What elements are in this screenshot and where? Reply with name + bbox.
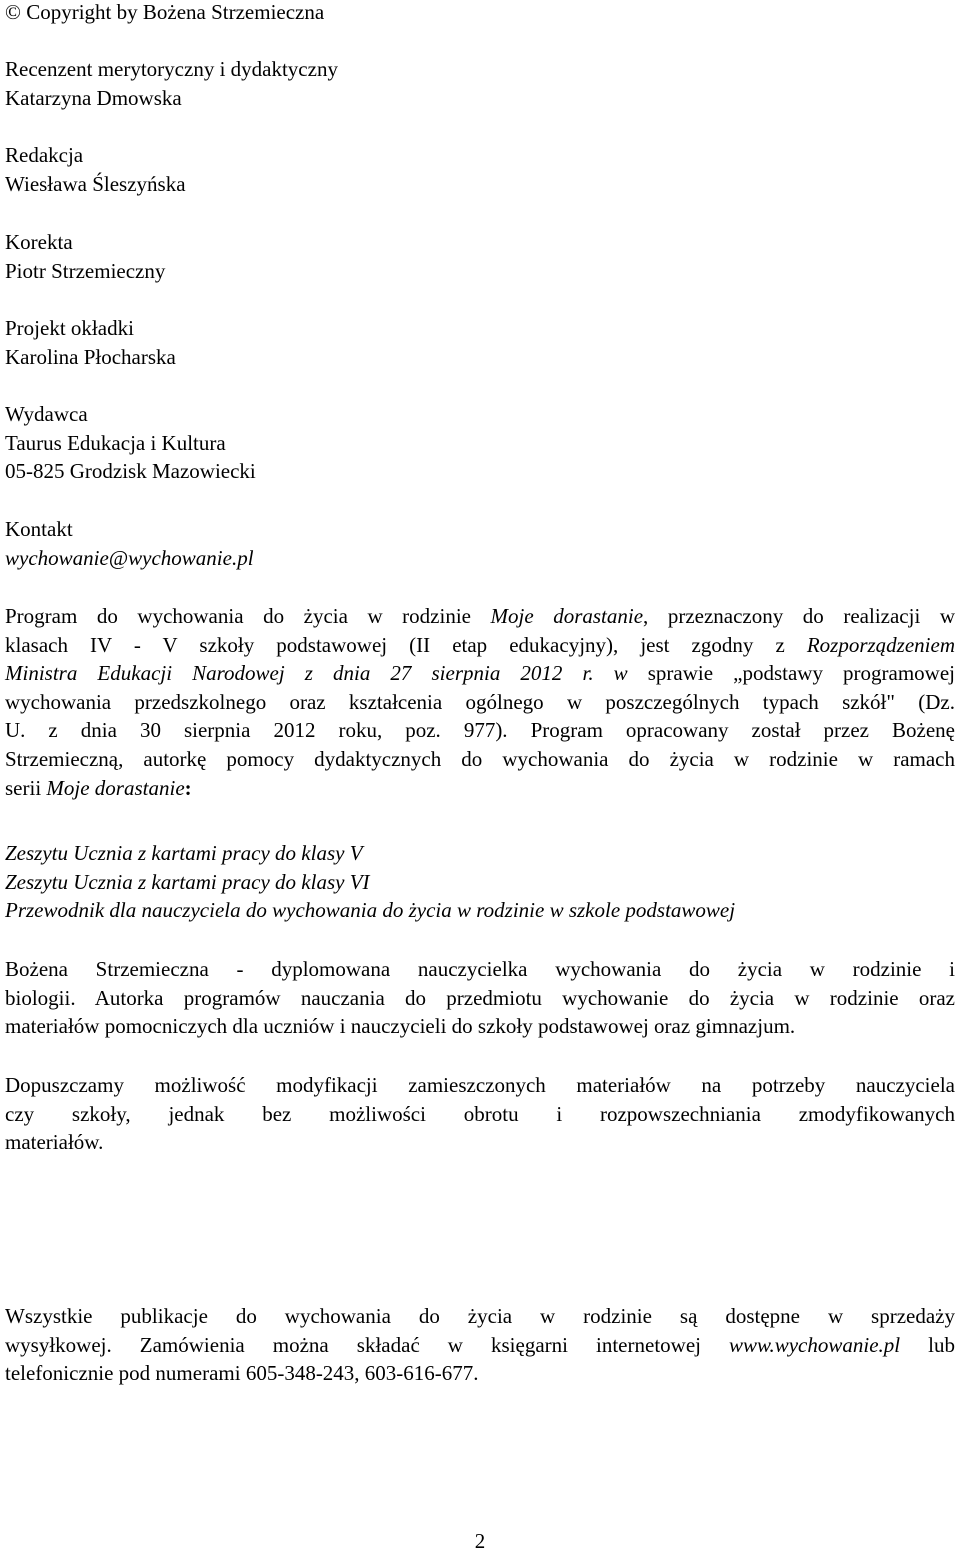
program-line-6: Strzemieczną, autorkę pomocy dydaktycznych do wychowania do życia w rodzinie w ramach bbox=[5, 746, 955, 771]
contact-email: wychowanie@wychowanie.pl bbox=[5, 545, 254, 570]
modification-line-3: materiałów. bbox=[5, 1130, 104, 1155]
contact-label: Kontakt bbox=[5, 517, 73, 541]
series-title: Przewodnik dla nauczyciela do wychowania do życia w rodzinie w szkole podstawowej bbox=[5, 898, 736, 923]
credit-name: Piotr Strzemieczny bbox=[5, 258, 166, 283]
series-title: Zeszytu Ucznia z kartami pracy do klasy V bbox=[5, 841, 363, 865]
copyright-line bbox=[5, 0, 955, 27]
modification-paragraph bbox=[5, 1071, 955, 1157]
program-line-3: Ministra Edukacji Narodowej z dnia 27 sierpnia 2012 r. w sprawie „podstawy programowej bbox=[5, 661, 956, 686]
author-paragraph bbox=[5, 955, 955, 1041]
program-line-1: Program do wychowania do życia w rodzinie Moje dorastanie, przeznaczony do realizacji w bbox=[5, 604, 955, 628]
author-line-1: Bożena Strzemieczna - dyplomowana nauczycielka wychowania do życia w rodzinie i bbox=[5, 957, 955, 981]
sales-line-2: wysyłkowej. Zamówienia można składać w księgarni internetowej www.wychowanie.pl lub bbox=[5, 1332, 955, 1357]
program-line-7: serii Moje dorastanie: bbox=[5, 775, 192, 800]
credit-editor bbox=[5, 141, 955, 198]
modification-line-2: czy szkoły, jednak bez możliwości obrotu i rozpowszechniania zmodyfikowanych bbox=[5, 1101, 955, 1126]
credit-role: Korekta bbox=[5, 230, 73, 254]
publisher-name: Taurus Edukacja i Kultura bbox=[5, 430, 226, 455]
credit-role: Recenzent merytoryczny i dydaktyczny bbox=[5, 57, 338, 81]
sales-line-1: Wszystkie publikacje do wychowania do życia w rodzinie są dostępne w sprzedaży bbox=[5, 1304, 955, 1328]
credit-reviewer bbox=[5, 55, 955, 112]
copyright-text: © Copyright by Bożena Strzemieczna bbox=[5, 0, 325, 24]
credit-role: Redakcja bbox=[5, 143, 84, 167]
series-title: Zeszytu Ucznia z kartami pracy do klasy VI bbox=[5, 869, 370, 894]
credit-cover-design bbox=[5, 314, 955, 371]
credit-name: Katarzyna Dmowska bbox=[5, 85, 182, 110]
credit-role: Projekt okładki bbox=[5, 316, 134, 340]
website-link: www.wychowanie.pl bbox=[729, 1332, 901, 1357]
publisher-label: Wydawca bbox=[5, 402, 88, 426]
author-line-2: biologii. Autorka programów nauczania do przedmiotu wychowanie do życia w rodzinie oraz bbox=[5, 985, 955, 1010]
program-line-4: wychowania przedszkolnego oraz kształcenia ogólnego w poszczególnych typach szkół" (Dz. bbox=[5, 689, 955, 714]
credit-name: Wiesława Śleszyńska bbox=[5, 171, 186, 196]
credit-proofreading bbox=[5, 228, 955, 285]
contact-block bbox=[5, 515, 955, 572]
publisher-address: 05-825 Grodzisk Mazowiecki bbox=[5, 459, 256, 484]
sales-line-3: telefonicznie pod numerami 605-348-243, 603-616-677. bbox=[5, 1361, 479, 1386]
publisher-block bbox=[5, 400, 955, 486]
series-titles-list bbox=[5, 839, 955, 925]
program-paragraph bbox=[5, 602, 955, 802]
credit-name: Karolina Płocharska bbox=[5, 344, 176, 369]
modification-line-1: Dopuszczamy możliwość modyfikacji zamieszczonych materiałów na potrzeby nauczyciela bbox=[5, 1073, 955, 1097]
sales-paragraph bbox=[5, 1302, 955, 1388]
author-line-3: materiałów pomocniczych dla uczniów i nauczycieli do szkoły podstawowej oraz gimnazjum. bbox=[5, 1014, 796, 1039]
program-line-5: U. z dnia 30 sierpnia 2012 roku, poz. 977). Program opracowany został przez Bożenę bbox=[5, 718, 955, 743]
program-line-2: klasach IV - V szkoły podstawowej (II etap edukacyjny), jest zgodny z Rozporządzeniem bbox=[5, 632, 955, 657]
page-number: 2 bbox=[474, 1529, 486, 1553]
